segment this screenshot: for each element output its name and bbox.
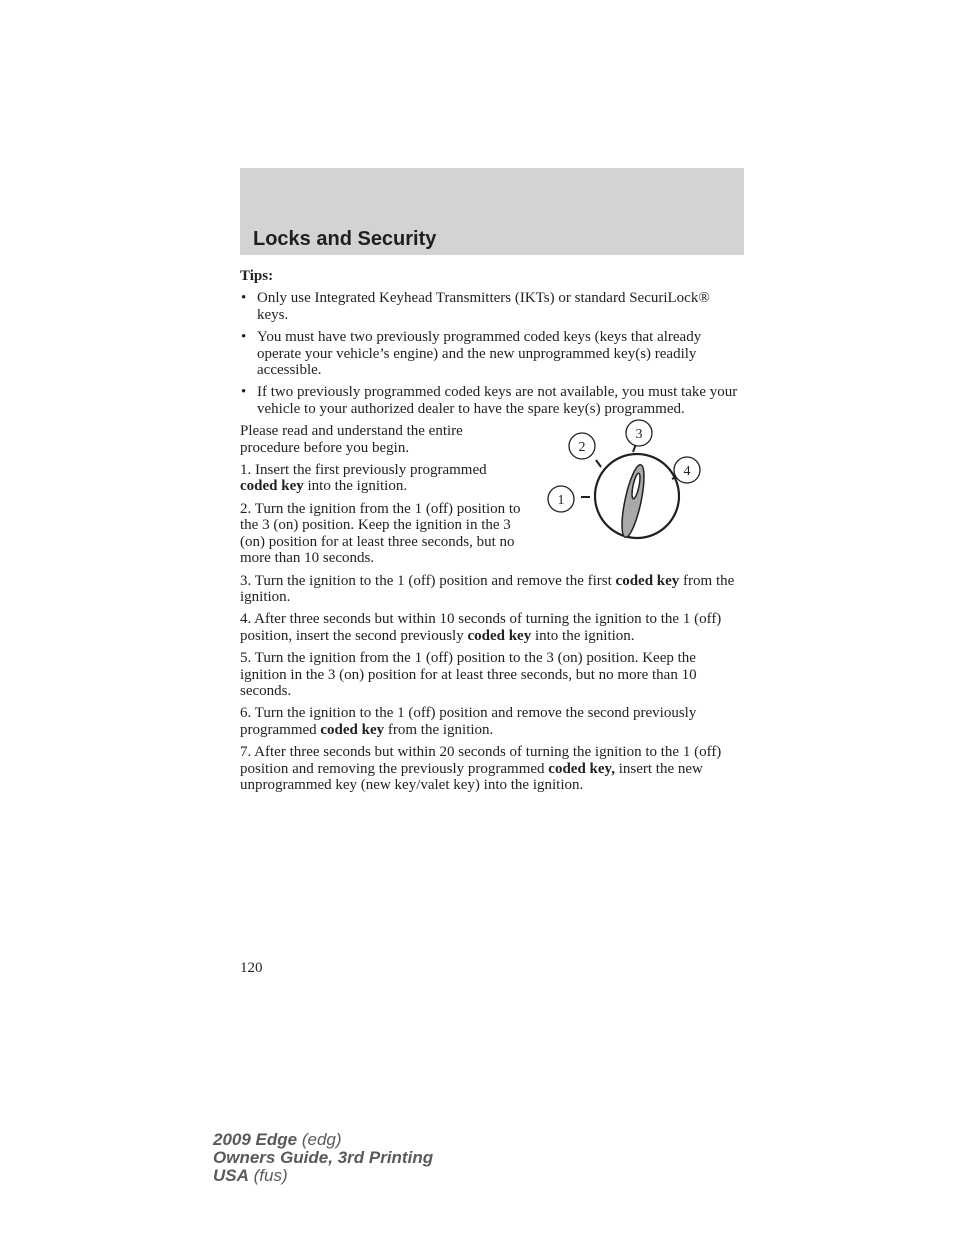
footer-model: 2009 Edge (edg) <box>213 1130 342 1149</box>
position-label-3: 3 <box>635 427 643 443</box>
tip-item: • Only use Integrated Keyhead Transmitters (IKTs) or standard SecuriLock® keys. <box>240 290 744 323</box>
step-2: 2. Turn the ignition from the 1 (off) position to the 3 (on) position. Keep the ignition in the 3 (on) position for at least three seconds, but no more than 10 seconds. <box>240 500 521 567</box>
step-5: 5. Turn the ignition from the 1 (off) position to the 3 (on) position. Keep the ignition in the 3 (on) position for at least three seconds, but no more than 10 seconds. <box>240 650 697 699</box>
tip-item: • You must have two previously programmed coded keys (keys that already operate your vehicle’s engine) and the new unprogrammed key(s) readily accessible. <box>240 329 744 378</box>
step-1: 1. Insert the first previously programmed coded key into the ignition. <box>240 462 487 495</box>
page-number: 120 <box>240 960 263 976</box>
tips-label: Tips: <box>240 268 274 284</box>
position-label-1: 1 <box>557 493 565 509</box>
section-title: Locks and Security <box>253 228 437 250</box>
position-label-4: 4 <box>683 464 691 480</box>
step-6: 6. Turn the ignition to the 1 (off) position and remove the second previously programmed coded key from the ignition. <box>240 705 697 738</box>
footer-guide: Owners Guide, 3rd Printing <box>213 1148 434 1167</box>
tips-list <box>240 290 744 417</box>
position-tick-2 <box>596 460 601 467</box>
step-3: 3. Turn the ignition to the 1 (off) position and remove the first coded key from the ignition. <box>240 572 735 605</box>
step-7: 7. After three seconds but within 20 seconds of turning the ignition to the 1 (off) position and removing the previously programmed coded key, insert the new unprogrammed key (new key/valet key) into the ignition. <box>240 744 722 793</box>
step-4: 4. After three seconds but within 10 seconds of turning the ignition to the 1 (off) position, insert the second previously coded key into the ignition. <box>240 611 722 644</box>
page-content <box>240 268 744 799</box>
ignition-diagram <box>544 417 744 557</box>
position-label-2: 2 <box>578 440 586 456</box>
footer-imprint <box>213 1131 433 1185</box>
intro-paragraph: Please read and understand the entire procedure before you begin. <box>240 423 463 456</box>
footer-region: USA (fus) <box>213 1166 288 1185</box>
tip-item: • If two previously programmed coded keys are not available, you must take your vehicle to your authorized dealer to have the spare key(s) programmed. <box>240 384 744 417</box>
section-header <box>240 168 744 255</box>
